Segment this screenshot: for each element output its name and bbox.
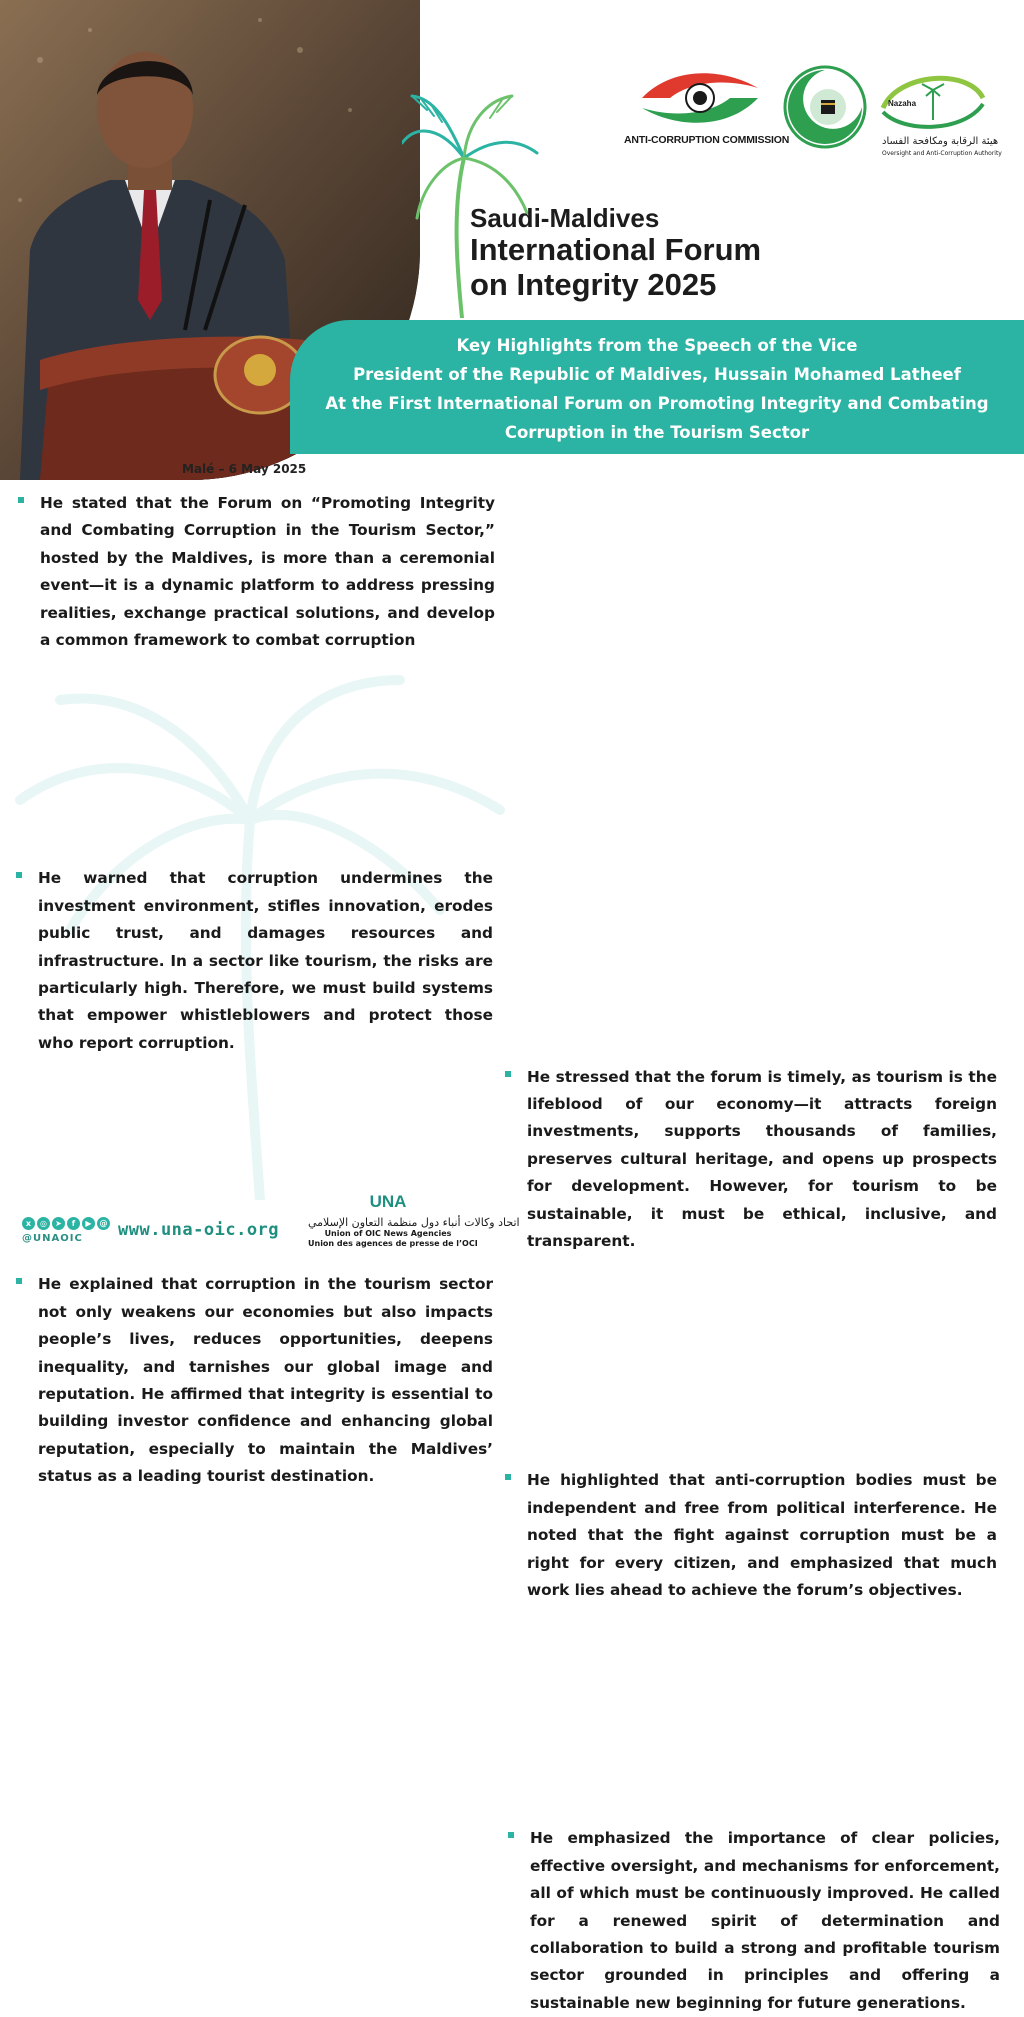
bullet-marker-icon bbox=[508, 1832, 514, 1838]
nazaha-english: Oversight and Anti-Corruption Authority bbox=[882, 150, 1002, 157]
una-logo bbox=[308, 1180, 520, 1270]
forum-title bbox=[470, 204, 761, 303]
x-icon[interactable]: x bbox=[22, 1217, 35, 1230]
banner-line3: At the First International Forum on Promoting Integrity and Combating bbox=[325, 394, 989, 413]
instagram-icon[interactable]: ◎ bbox=[37, 1217, 50, 1230]
forum-title-line2: International Forum bbox=[470, 232, 762, 268]
bullet-left-1 bbox=[18, 490, 495, 654]
bullet-left-2 bbox=[16, 865, 493, 1057]
bullet-left-3 bbox=[16, 1271, 493, 1490]
bullet-right-3 bbox=[508, 1825, 1000, 2017]
facebook-icon[interactable]: f bbox=[67, 1217, 80, 1230]
bullet-marker-icon bbox=[18, 497, 24, 503]
una-mark: UNA bbox=[369, 1192, 407, 1211]
threads-icon[interactable]: @ bbox=[97, 1217, 110, 1230]
bullet-text: He stressed that the forum is timely, as tourism is the lifeblood of our economy—it attracts foreign investments, supports thousands of families, preserves cultural heritage, and opens up prospects for development. However, for tourism to be sustainable, it must be ethical, inclusive, and transparent. bbox=[527, 1067, 997, 1250]
forum-title-line1: Saudi-Maldives bbox=[470, 203, 660, 233]
bullet-text: He emphasized the importance of clear policies, effective oversight, and mechanisms for enforcement, all of which must be continuously improved. He called for a renewed spirit of determination and collaboration to build a strong and profitable tourism sector grounded in principles and offering a sustainable new beginning for future generations. bbox=[530, 1829, 1000, 2012]
acc-eye-icon bbox=[640, 68, 760, 128]
website-link[interactable]: www.una-oic.org bbox=[118, 1220, 280, 1240]
social-links bbox=[22, 1217, 110, 1244]
dateline: Malé – 6 May 2025 bbox=[182, 462, 307, 476]
nazaha-logo bbox=[878, 68, 1002, 160]
bullet-right-2 bbox=[505, 1467, 997, 1604]
bullet-text: He explained that corruption in the tourism sector not only weakens our economies but also impacts people’s lives, reduces opportunities, deepens inequality, and tarnishes our global image and reputation. He affirmed that integrity is essential to building investor confidence and enhancing global reputation, especially to maintain the Maldives’ status as a leading tourist destination. bbox=[38, 1275, 493, 1486]
nazaha-palm-icon bbox=[878, 68, 988, 134]
nazaha-name: Nazaha bbox=[888, 99, 917, 108]
oic-crescent-icon bbox=[780, 62, 870, 152]
una-french: Union des agences de presse de l’OCI bbox=[308, 1239, 478, 1248]
bullet-marker-icon bbox=[16, 1278, 22, 1284]
bullet-marker-icon bbox=[505, 1071, 511, 1077]
forum-title-line3: on Integrity 2025 bbox=[470, 266, 717, 302]
banner-line2: President of the Republic of Maldives, Hussain Mohamed Latheef bbox=[353, 365, 961, 384]
social-handle[interactable]: @UNAOIC bbox=[22, 1233, 83, 1244]
acc-label: ANTI-CORRUPTION COMMISSION bbox=[624, 134, 790, 146]
acc-logo bbox=[624, 60, 790, 150]
bullet-right-1 bbox=[505, 1064, 997, 1256]
banner-line1: Key Highlights from the Speech of the Vice bbox=[456, 336, 858, 355]
bullet-text: He stated that the Forum on “Promoting Integrity and Combating Corruption in the Tourism Sector,” hosted by the Maldives, is more than a ceremonial event—it is a dynamic platform to address pressing realities, exchange practical solutions, and develop a common framework to combat corruption bbox=[40, 494, 495, 650]
youtube-icon[interactable]: ▶ bbox=[82, 1217, 95, 1230]
bullet-text: He highlighted that anti-corruption bodies must be independent and free from political interference. He noted that the fight against corruption must be a right for every citizen, and emphasized that much work lies ahead to achieve the forum’s objectives. bbox=[527, 1471, 997, 1599]
bullet-text: He warned that corruption undermines the investment environment, stifles innovation, erodes public trust, and damages resources and infrastructure. In a sector like tourism, the risks are particularly high. Therefore, we must build systems that empower whistleblowers and protect those who report corruption. bbox=[38, 869, 493, 1052]
partner-logos bbox=[624, 60, 1002, 160]
bullet-marker-icon bbox=[505, 1474, 511, 1480]
bullet-marker-icon bbox=[16, 872, 22, 878]
headline-banner-text bbox=[290, 331, 1024, 447]
telegram-icon[interactable]: ➤ bbox=[52, 1217, 65, 1230]
una-english: Union of OIC News Agencies bbox=[324, 1229, 452, 1238]
nazaha-arabic: هيئة الرقابة ومكافحة الفساد bbox=[882, 136, 999, 147]
banner-line4: Corruption in the Tourism Sector bbox=[504, 423, 810, 442]
una-arabic: اتحاد وكالات أنباء دول منظمة التعاون الإسلامي bbox=[308, 1216, 520, 1229]
